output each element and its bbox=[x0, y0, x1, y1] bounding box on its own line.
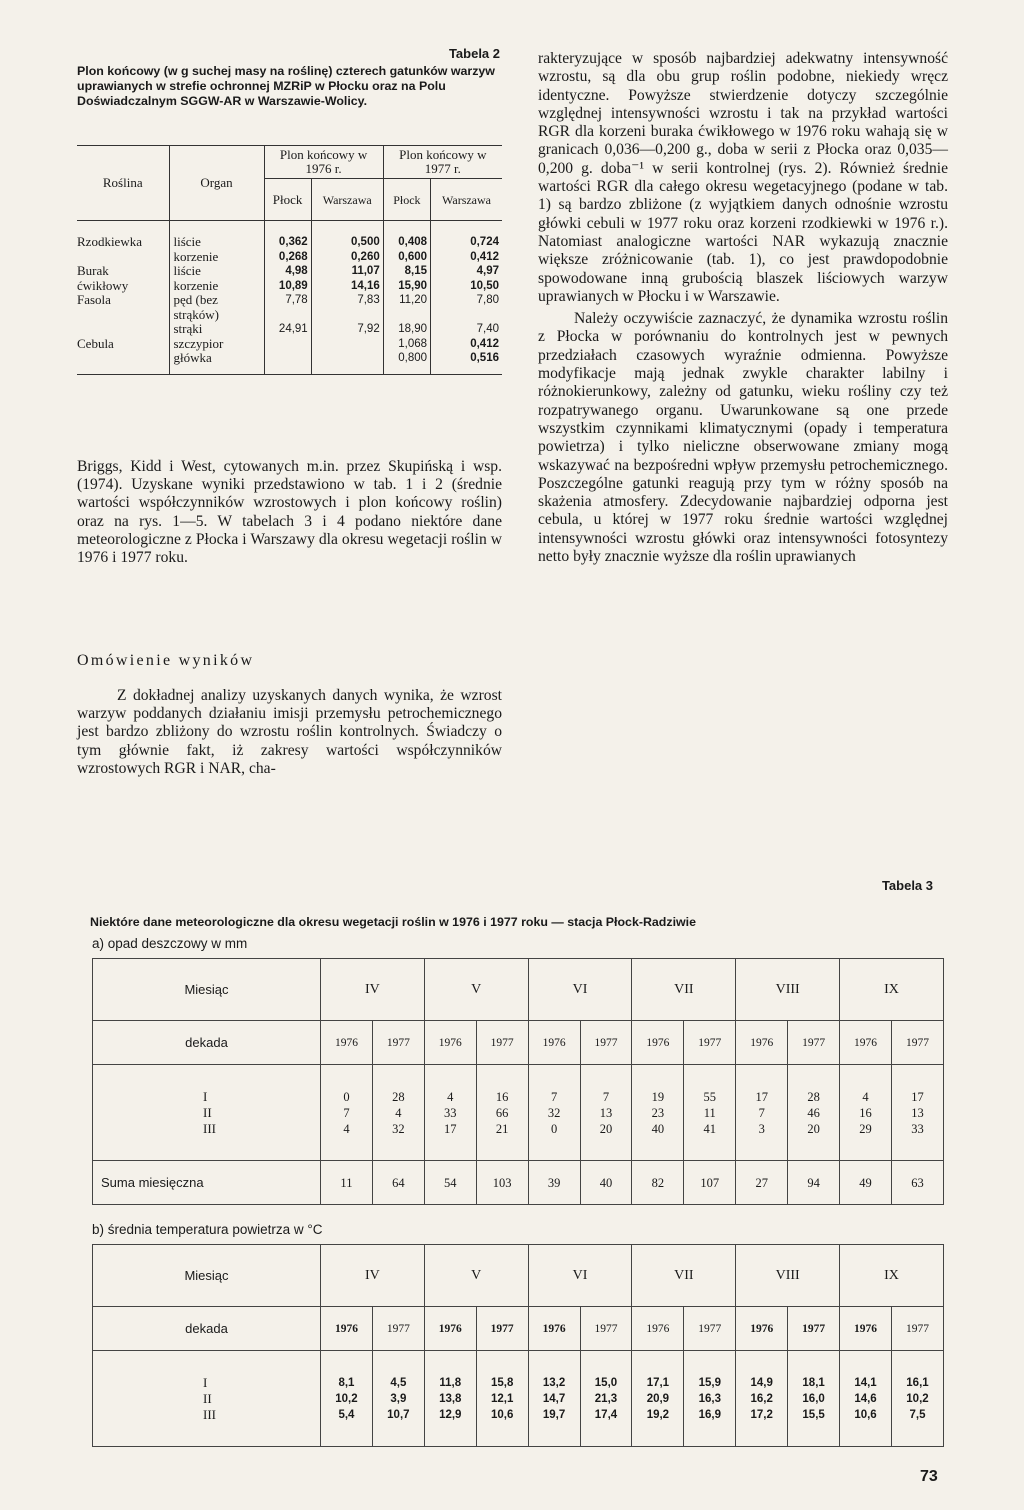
value-cell: 0,260 bbox=[311, 250, 383, 265]
year-cell: 1977 bbox=[372, 1307, 424, 1351]
value-cell: 15,90 bbox=[383, 279, 430, 294]
value-cell: 0,412 bbox=[431, 337, 502, 352]
sum-cell: 63 bbox=[891, 1161, 943, 1205]
value-cell: 0,724 bbox=[431, 221, 502, 250]
header-plant: Roślina bbox=[77, 146, 169, 221]
rain-cell: 7 32 0 bbox=[528, 1065, 580, 1161]
plant-cell bbox=[77, 322, 169, 337]
year-cell: 1976 bbox=[840, 1021, 892, 1065]
value-cell bbox=[264, 337, 311, 352]
table2-number: Tabela 2 bbox=[448, 46, 500, 61]
header-yield-1977: Plon końcowy w 1977 r. bbox=[383, 146, 502, 179]
value-cell: 10,50 bbox=[431, 279, 502, 294]
rain-cell: 16 66 21 bbox=[476, 1065, 528, 1161]
plant-cell bbox=[77, 351, 169, 374]
sum-cell: 27 bbox=[736, 1161, 788, 1205]
year-cell: 1977 bbox=[891, 1307, 943, 1351]
temperature-cell: 16,1 10,2 7,5 bbox=[891, 1351, 943, 1447]
month-header: Miesiąc bbox=[93, 959, 321, 1021]
sum-cell: 39 bbox=[528, 1161, 580, 1205]
year-cell: 1977 bbox=[476, 1021, 528, 1065]
value-cell: 0,408 bbox=[383, 221, 430, 250]
sum-cell: 49 bbox=[840, 1161, 892, 1205]
sum-cell: 82 bbox=[632, 1161, 684, 1205]
month-cell: VIII bbox=[736, 959, 840, 1021]
rain-cell: 4 33 17 bbox=[424, 1065, 476, 1161]
organ-cell: korzenie bbox=[169, 279, 264, 294]
temperature-cell: 17,1 20,9 19,2 bbox=[632, 1351, 684, 1447]
header-warszawa-1976: Warszawa bbox=[311, 179, 383, 221]
year-cell: 1977 bbox=[788, 1021, 840, 1065]
rain-cell: 55 11 41 bbox=[684, 1065, 736, 1161]
table-row bbox=[77, 351, 502, 374]
table3b-temperature bbox=[92, 1244, 944, 1447]
header-plock-1977: Płock bbox=[383, 179, 430, 221]
rain-cell: 17 13 33 bbox=[891, 1065, 943, 1161]
plant-cell: Cebula bbox=[77, 335, 114, 351]
page-number: 73 bbox=[920, 1468, 938, 1485]
value-cell bbox=[383, 308, 430, 323]
rain-cell: 28 46 20 bbox=[788, 1065, 840, 1161]
month-cell: IX bbox=[840, 959, 944, 1021]
organ-cell: pęd (bez bbox=[169, 293, 264, 308]
rain-cell: 7 13 20 bbox=[580, 1065, 632, 1161]
value-cell: 0,412 bbox=[431, 250, 502, 265]
value-cell: 8,15 bbox=[383, 264, 430, 279]
year-cell: 1976 bbox=[321, 1307, 373, 1351]
rain-cell: 19 23 40 bbox=[632, 1065, 684, 1161]
left-paragraph-2: Z dokładnej analizy uzyskanych danych wynika, że wzrost warzyw poddanych działaniu imisji przemysłu petrochemicznego jest bardzo zbliżony do wzrostu roślin kontrolnych. Świadczy o tym głównie fakt, iż zakresy wartości współczynników wzrostowych RGR i NAR, cha- bbox=[77, 687, 502, 777]
value-cell: 24,91 bbox=[264, 322, 311, 337]
value-cell: 1,068 bbox=[383, 337, 430, 352]
left-paragraph-1: Briggs, Kidd i West, cytowanych m.in. przez Skupińską i wsp. (1974). Uzyskane wyniki przedstawiono w tab. 1 i 2 (średnie wartości współczynników wzrostowych i plon końcowy roślin) oraz na rys. 1—5. W tabelach 3 i 4 podano niektóre dane meteorologiczne z Płocka i Warszawy dla okresu wegetacji roślin w 1976 i 1977 roku. bbox=[77, 458, 502, 567]
year-cell: 1977 bbox=[684, 1307, 736, 1351]
value-cell: 0,516 bbox=[431, 351, 502, 374]
sum-cell: 103 bbox=[476, 1161, 528, 1205]
sum-label: Suma miesięczna bbox=[93, 1161, 321, 1205]
table-row bbox=[77, 293, 502, 308]
temperature-cell: 15,9 16,3 16,9 bbox=[684, 1351, 736, 1447]
value-cell bbox=[311, 351, 383, 374]
table3a-rainfall bbox=[92, 958, 944, 1205]
year-cell: 1977 bbox=[476, 1307, 528, 1351]
plant-cell bbox=[77, 250, 169, 265]
year-cell: 1976 bbox=[840, 1307, 892, 1351]
year-cell: 1976 bbox=[321, 1021, 373, 1065]
value-cell: 4,97 bbox=[431, 264, 502, 279]
right-column bbox=[538, 50, 948, 566]
header-yield-1976: Plon końcowy w 1976 r. bbox=[264, 146, 383, 179]
table-row bbox=[77, 322, 502, 337]
value-cell bbox=[311, 308, 383, 323]
sum-cell: 40 bbox=[580, 1161, 632, 1205]
table-row bbox=[77, 308, 502, 323]
year-cell: 1976 bbox=[528, 1307, 580, 1351]
year-cell: 1977 bbox=[891, 1021, 943, 1065]
table2 bbox=[77, 145, 502, 375]
year-cell: 1977 bbox=[684, 1021, 736, 1065]
organ-cell: strąki bbox=[169, 322, 264, 337]
value-cell: 0,600 bbox=[383, 250, 430, 265]
organ-cell: główka bbox=[169, 351, 264, 374]
value-cell: 14,16 bbox=[311, 279, 383, 294]
rain-cell: 17 7 3 bbox=[736, 1065, 788, 1161]
year-cell: 1977 bbox=[788, 1307, 840, 1351]
sum-cell: 54 bbox=[424, 1161, 476, 1205]
value-cell: 4,98 bbox=[264, 264, 311, 279]
temperature-cell: 15,8 12,1 10,6 bbox=[476, 1351, 528, 1447]
value-cell: 0,500 bbox=[311, 221, 383, 250]
right-paragraph-1: rakteryzujące w sposób najbardziej adekwatny intensywność wzrostu, są dla obu grup roślin podobne, niekiedy wręcz identyczne. Powyższe stwierdzenie dotyczy szczególnie względnej intensywności wzrostu i tak na przykład wartości RGR dla korzeni buraka ćwikłowego w 1976 roku wahają się w granicach 0,036—0,200 g., doba w serii z Płocka oraz 0,035—0,200 g. doba⁻¹ w serii kontrolnej (rys. 2). Również średnie wartości RGR dla całego okresu wegetacyjnego (podane w tab. 1) są bardzo zbliżone (z wyjątkiem danych odnośnie wzrostu główki cebuli w 1977 roku oraz korzeni rzodkiewki w 1976 r.). Natomiast analogiczne wartości NAR wykazują znacznie większe zróżnicowanie (tab. 1), co jest prawdopodobnie spowodowane inną grubością blaszek liściowych warzyw uprawianych w Płocku i w Warszawie. bbox=[538, 50, 948, 305]
month-cell: VI bbox=[528, 959, 632, 1021]
table3-title: Niektóre dane meteorologiczne dla okresu wegetacji roślin w 1976 i 1977 roku — stacja Płock-Radziwie bbox=[90, 915, 696, 929]
temperature-cell: 4,5 3,9 10,7 bbox=[372, 1351, 424, 1447]
decade-labels: I II III bbox=[93, 1351, 321, 1447]
month-cell: VII bbox=[632, 959, 736, 1021]
organ-cell: liście bbox=[169, 264, 264, 279]
value-cell: 11,20 bbox=[383, 293, 430, 308]
sum-cell: 64 bbox=[372, 1161, 424, 1205]
decade-labels: I II III bbox=[93, 1065, 321, 1161]
temperature-cell: 14,1 14,6 10,6 bbox=[840, 1351, 892, 1447]
table-row bbox=[77, 279, 502, 294]
plant-cell: Burak bbox=[77, 263, 109, 278]
temperature-cell: 13,2 14,7 19,7 bbox=[528, 1351, 580, 1447]
year-cell: 1976 bbox=[424, 1021, 476, 1065]
year-cell: 1976 bbox=[528, 1021, 580, 1065]
year-cell: 1977 bbox=[372, 1021, 424, 1065]
month-header: Miesiąc bbox=[93, 1245, 321, 1307]
table3b-subtitle: b) średnia temperatura powietrza w °C bbox=[92, 1222, 323, 1237]
month-cell: V bbox=[424, 1245, 528, 1307]
value-cell: 11,07 bbox=[311, 264, 383, 279]
temperature-cell: 18,1 16,0 15,5 bbox=[788, 1351, 840, 1447]
temperature-cell: 15,0 21,3 17,4 bbox=[580, 1351, 632, 1447]
year-cell: 1976 bbox=[632, 1307, 684, 1351]
sum-cell: 11 bbox=[321, 1161, 373, 1205]
plant-cell: Fasola bbox=[77, 292, 111, 307]
table3-number: Tabela 3 bbox=[881, 878, 933, 893]
organ-cell: szczypior bbox=[169, 337, 264, 352]
year-cell: 1977 bbox=[580, 1307, 632, 1351]
month-cell: VII bbox=[632, 1245, 736, 1307]
value-cell: 0,268 bbox=[264, 250, 311, 265]
table2-caption: Plon końcowy (w g suchej masy na roślinę) czterech gatunków warzyw uprawianych w strefie ochronnej MZRiP w Płocku oraz na Polu Doświadczalnym SGGW-AR w Warszawie-Wolicy. bbox=[77, 64, 495, 108]
organ-cell: liście bbox=[169, 221, 264, 250]
value-cell: 7,40 bbox=[431, 322, 502, 337]
sum-cell: 94 bbox=[788, 1161, 840, 1205]
organ-cell: strąków) bbox=[169, 308, 264, 323]
value-cell bbox=[264, 308, 311, 323]
value-cell: 7,78 bbox=[264, 293, 311, 308]
value-cell: 0,362 bbox=[264, 221, 311, 250]
decade-header: dekada bbox=[93, 1307, 321, 1351]
month-cell: IX bbox=[840, 1245, 944, 1307]
month-cell: VIII bbox=[736, 1245, 840, 1307]
month-cell: VI bbox=[528, 1245, 632, 1307]
plant-cell bbox=[77, 308, 169, 323]
month-cell: IV bbox=[321, 1245, 425, 1307]
table3a-subtitle: a) opad deszczowy w mm bbox=[92, 936, 248, 951]
rain-cell: 0 7 4 bbox=[321, 1065, 373, 1161]
value-cell: 7,80 bbox=[431, 293, 502, 308]
year-cell: 1976 bbox=[424, 1307, 476, 1351]
month-cell: V bbox=[424, 959, 528, 1021]
table-row bbox=[77, 337, 502, 352]
year-cell: 1976 bbox=[736, 1021, 788, 1065]
value-cell bbox=[431, 308, 502, 323]
value-cell bbox=[264, 351, 311, 374]
temperature-cell: 14,9 16,2 17,2 bbox=[736, 1351, 788, 1447]
sum-cell: 107 bbox=[684, 1161, 736, 1205]
table-row bbox=[77, 250, 502, 265]
value-cell: 0,800 bbox=[383, 351, 430, 374]
header-warszawa-1977: Warszawa bbox=[431, 179, 502, 221]
month-cell: IV bbox=[321, 959, 425, 1021]
year-cell: 1977 bbox=[580, 1021, 632, 1065]
rain-cell: 28 4 32 bbox=[372, 1065, 424, 1161]
year-cell: 1976 bbox=[632, 1021, 684, 1065]
temperature-cell: 11,8 13,8 12,9 bbox=[424, 1351, 476, 1447]
value-cell: 7,92 bbox=[311, 322, 383, 337]
year-cell: 1976 bbox=[736, 1307, 788, 1351]
table-row bbox=[77, 221, 502, 250]
section-heading: Omówienie wyników bbox=[77, 652, 255, 669]
value-cell bbox=[311, 337, 383, 352]
rain-cell: 4 16 29 bbox=[840, 1065, 892, 1161]
organ-cell: korzenie bbox=[169, 250, 264, 265]
plant-cell: Rzodkiewka bbox=[77, 234, 142, 249]
value-cell: 18,90 bbox=[383, 322, 430, 337]
temperature-cell: 8,1 10,2 5,4 bbox=[321, 1351, 373, 1447]
table-row bbox=[77, 264, 502, 279]
value-cell: 10,89 bbox=[264, 279, 311, 294]
header-organ: Organ bbox=[169, 146, 264, 221]
decade-header: dekada bbox=[93, 1021, 321, 1065]
right-paragraph-2: Należy oczywiście zaznaczyć, że dynamika wzrostu roślin z Płocka w porównaniu do kontrolnych jest w pewnych przedziałach czasowych wyraźnie odmienna. Powyższe modyfikacje mają jednak zwykle charakter labilny i różnokierunkowy, zależny od gatunku, wieku rośliny czy też rozpatrywanego organu. Uwarunkowane są one przede wszystkim czynnikami klimatycznymi (opady i temperatura powietrza) i tylko nieliczne obserwowane zmiany mogą wskazywać na bezpośredni wpływ przemysłu petrochemicznego. Poszczególne gatunki reagują przy tym w różny sposób na skażenia atmosfery. Zdecydowanie najbardziej odporna jest cebula, u której w 1977 roku średnie wartości względnej intensywności wzrostu główki oraz intensywności fotosyntezy netto były znacznie wyższe dla roślin uprawianych bbox=[538, 310, 948, 566]
plant-cell: ćwikłowy bbox=[77, 277, 129, 293]
value-cell: 7,83 bbox=[311, 293, 383, 308]
header-plock-1976: Płock bbox=[264, 179, 311, 221]
